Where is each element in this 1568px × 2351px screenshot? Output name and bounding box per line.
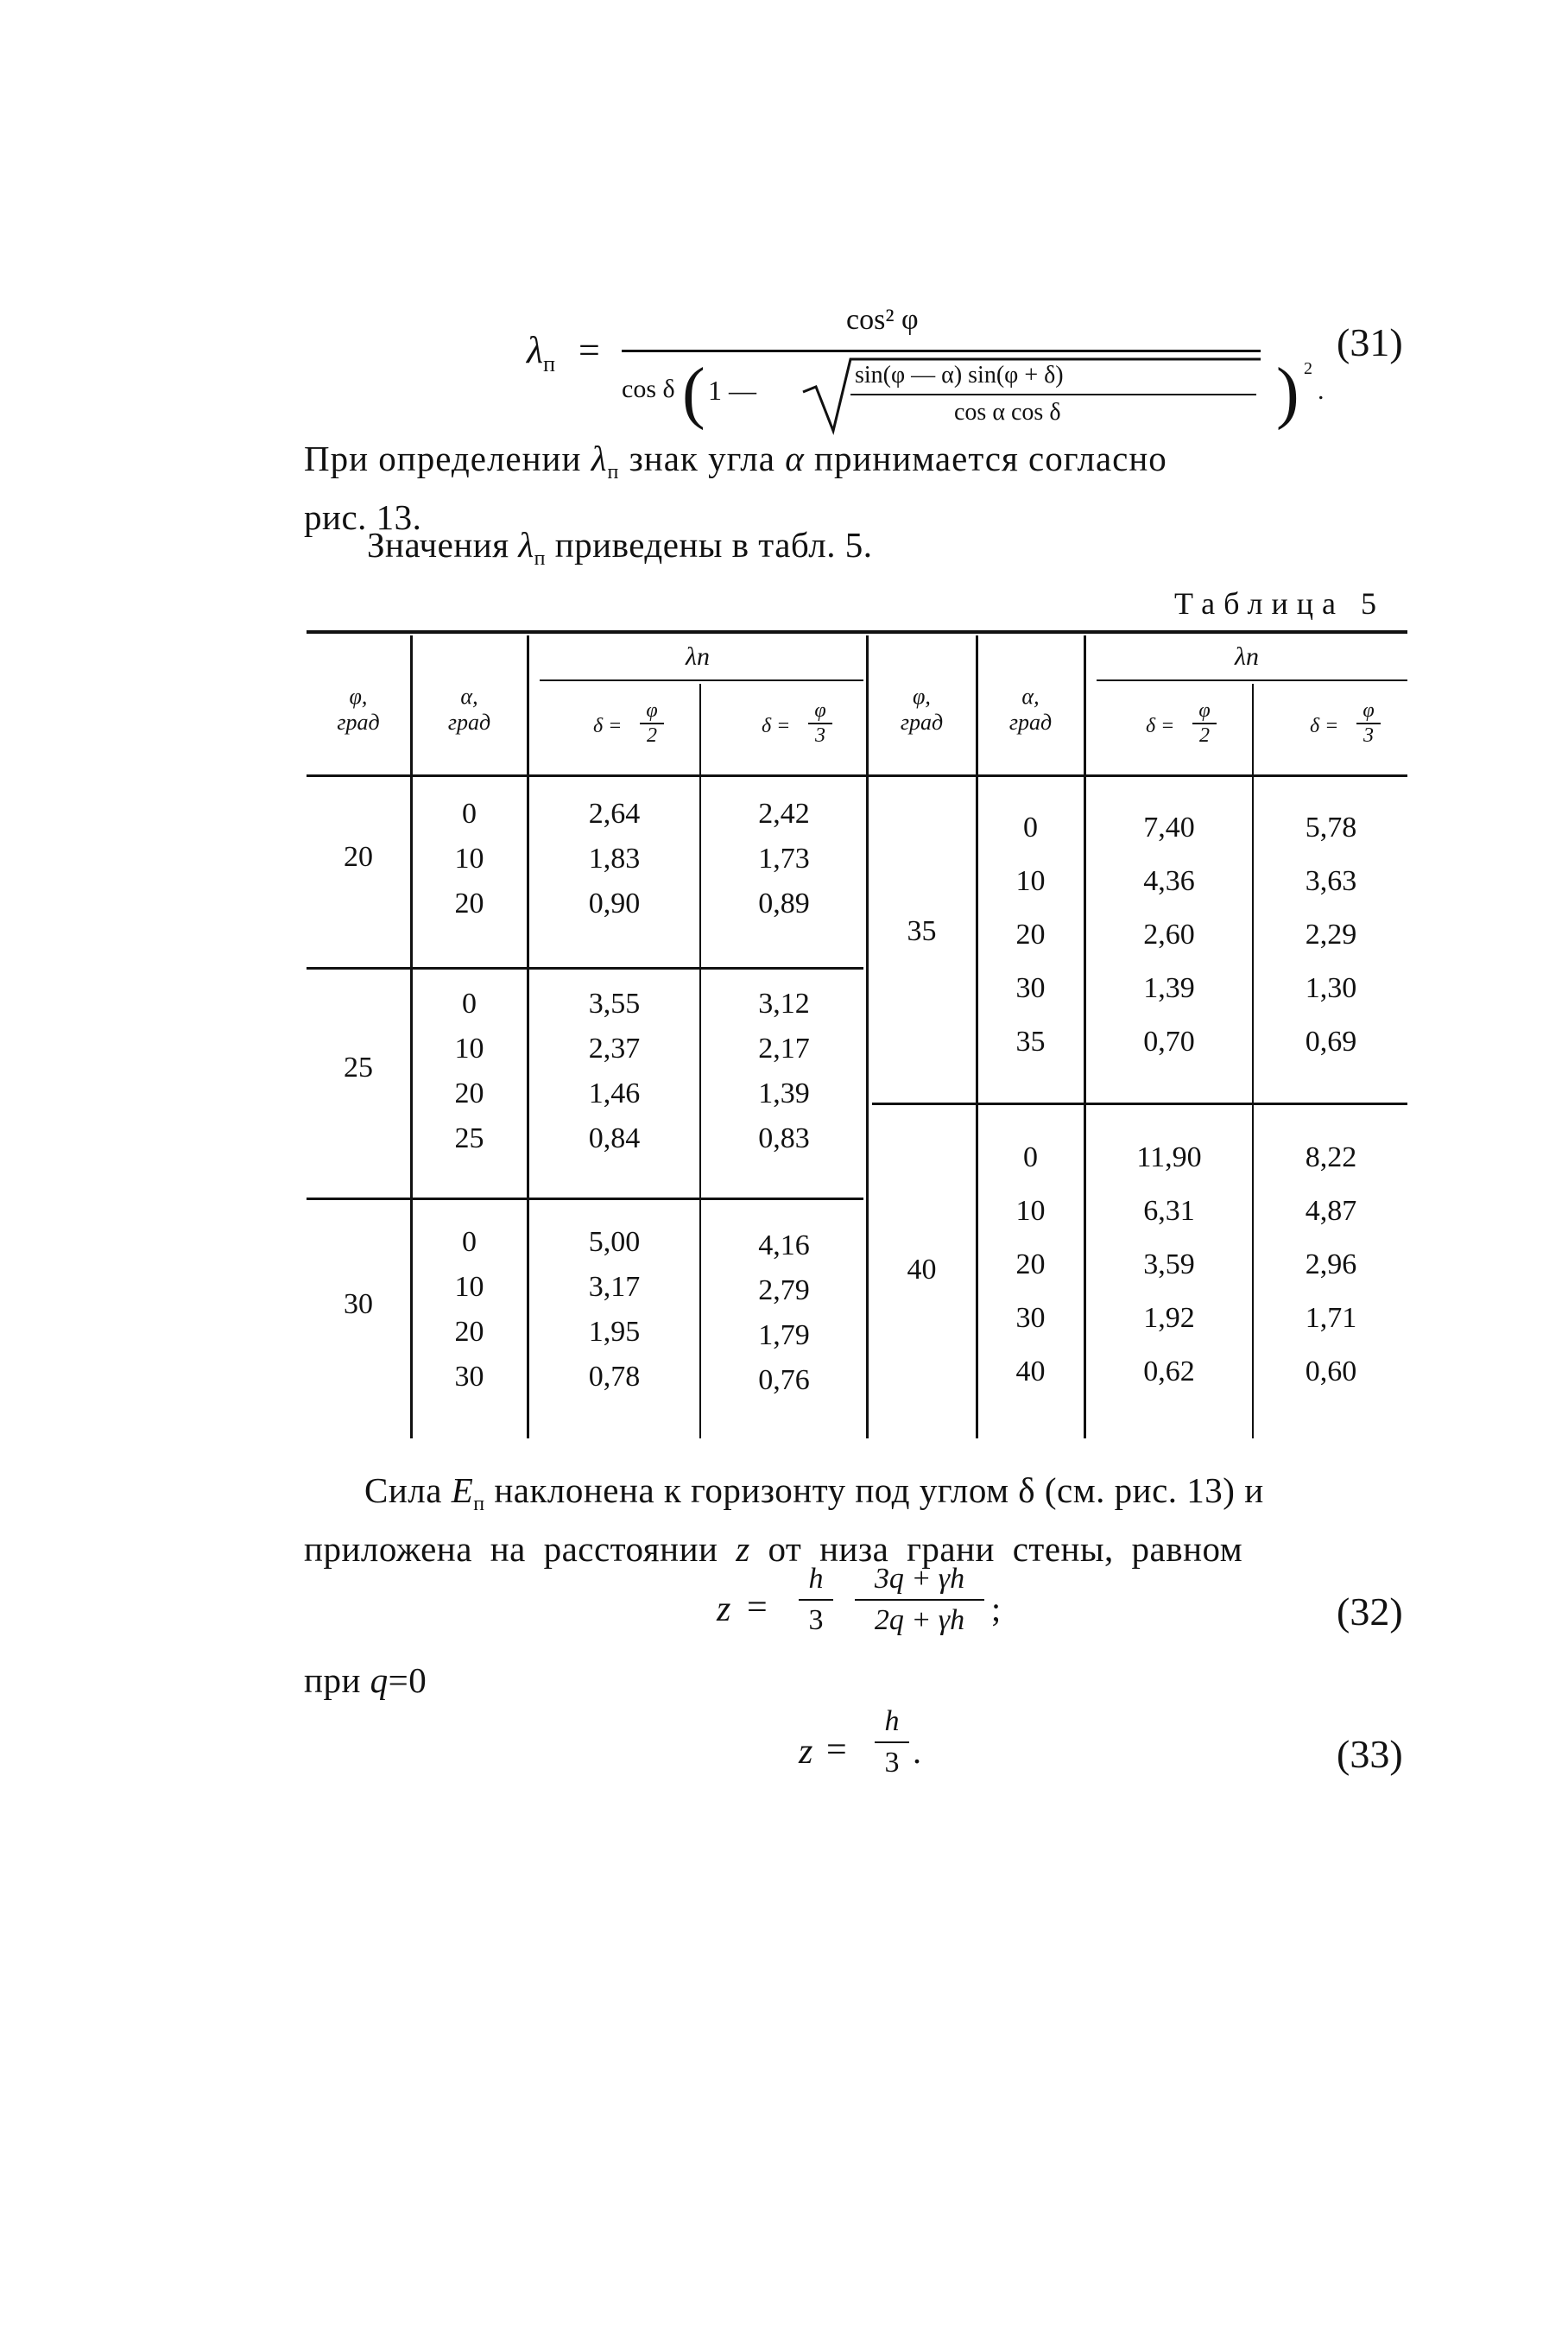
- alpha-cell: 0: [462, 988, 477, 1020]
- formula-31-inner-numerator: sin(φ — α) sin(φ + δ): [855, 362, 1064, 389]
- lambda-third-cell: 2,79: [758, 1274, 810, 1306]
- formula-31-cos-delta: cos δ: [622, 375, 675, 403]
- formula-31-exponent: 2: [1304, 359, 1312, 378]
- lambda-third-cell: 1,30: [1305, 972, 1357, 1004]
- lambda-third-cell: 0,60: [1305, 1356, 1357, 1387]
- formula-33: [799, 1705, 971, 1800]
- formula-31-one-minus: 1 —: [708, 375, 756, 406]
- alpha-cell: 20: [1015, 919, 1046, 951]
- table-vline-7: [1252, 684, 1254, 1438]
- lambda-third-cell: 2,29: [1305, 919, 1357, 951]
- lambda-half-cell: 7,40: [1143, 812, 1195, 844]
- lambda-half-cell: 1,95: [588, 1316, 641, 1348]
- equation-number-33: (33): [1337, 1732, 1403, 1776]
- alpha-cell: 25: [454, 1122, 484, 1154]
- formula-31-left-paren: (: [682, 355, 705, 431]
- group-rule-25: [307, 1198, 863, 1200]
- alpha-cell: 10: [454, 1033, 484, 1065]
- lambda-third-cell: 4,87: [1305, 1195, 1357, 1227]
- phi-cell: 30: [344, 1288, 373, 1320]
- formula-32-fraction-q: 3q + γh 2q + γh: [855, 1563, 984, 1637]
- table-vline-4: [866, 635, 869, 1438]
- phi-cell: 35: [907, 915, 937, 947]
- lambda-third-cell: 1,73: [758, 843, 810, 875]
- lambda-third-cell: 1,39: [758, 1078, 810, 1109]
- lambda-third-cell: 1,71: [1305, 1302, 1357, 1334]
- lambda-third-cell: 0,69: [1305, 1026, 1357, 1058]
- lambda-half-cell: 3,17: [588, 1271, 641, 1303]
- formula-31-period: .: [1318, 376, 1325, 405]
- formula-31-right-paren: ): [1276, 355, 1299, 431]
- lambda-half-cell: 0,84: [588, 1122, 641, 1154]
- lambda-half-cell: 4,36: [1143, 865, 1195, 897]
- formula-33-z: z: [799, 1732, 813, 1772]
- alpha-cell: 20: [1015, 1248, 1046, 1280]
- lambda-left-rule: [540, 679, 863, 681]
- lambda-table: [307, 623, 1407, 1444]
- header-lambda-right: λп: [1235, 642, 1259, 671]
- formula-33-equals: =: [826, 1730, 847, 1770]
- formula-31-fraction-bar: [622, 350, 1261, 352]
- header-delta-third-right: δ = φ 3: [1351, 699, 1386, 748]
- alpha-cell: 30: [454, 1361, 484, 1393]
- lambda-half-cell: 3,59: [1143, 1248, 1195, 1280]
- paragraph-lambda-values: Значения $\lambda_п$ приведены в табл. 5.: [367, 525, 873, 571]
- formula-31-denominator: [622, 355, 1325, 435]
- alpha-cell: 0: [462, 798, 477, 830]
- lambda-half-cell: 1,46: [588, 1078, 641, 1109]
- formula-31-numerator: cos² φ: [846, 304, 919, 336]
- lambda-half-cell: 0,70: [1143, 1026, 1195, 1058]
- alpha-cell: 0: [1023, 812, 1038, 844]
- alpha-cell: 20: [454, 888, 484, 920]
- formula-31-inner-denominator: cos α cos δ: [954, 399, 1061, 426]
- table-vline-3: [699, 684, 701, 1438]
- lambda-half-cell: 2,60: [1143, 919, 1195, 951]
- lambda-half-cell: 1,83: [588, 843, 641, 875]
- alpha-cell: 10: [454, 843, 484, 875]
- lambda-third-cell: 0,76: [758, 1364, 810, 1396]
- lambda-third-cell: 5,78: [1305, 812, 1357, 844]
- lambda-half-cell: 0,78: [588, 1361, 641, 1393]
- lambda-third-cell: 2,96: [1305, 1248, 1357, 1280]
- lambda-third-cell: 1,79: [758, 1319, 810, 1351]
- lambda-half-cell: 3,55: [588, 988, 641, 1020]
- header-lambda-left: λп: [686, 642, 710, 671]
- formula-31-inner-bar: [850, 394, 1256, 395]
- lambda-half-cell: 2,64: [588, 798, 641, 830]
- alpha-cell: 10: [1015, 865, 1046, 897]
- lambda-third-cell: 2,17: [758, 1033, 810, 1065]
- table-top-rule: [307, 630, 1407, 634]
- phi-cell: 25: [344, 1052, 373, 1084]
- lambda-third-cell: 3,12: [758, 988, 810, 1020]
- formula-31-lhs: $\lambda_п$: [527, 329, 555, 376]
- alpha-cell: 0: [462, 1226, 477, 1258]
- paragraph-q-zero: при q=0: [304, 1660, 427, 1700]
- formula-33-fraction-h-3: h 3: [875, 1705, 909, 1779]
- formula-31: [518, 304, 1425, 439]
- alpha-cell: 20: [454, 1078, 484, 1109]
- table-caption: Таблица 5: [1174, 586, 1385, 621]
- table-header-rule: [307, 774, 1407, 777]
- alpha-cell: 30: [1015, 1302, 1046, 1334]
- formula-31-sqrt: [751, 357, 1269, 435]
- lambda-half-cell: 2,37: [588, 1033, 641, 1065]
- alpha-cell: 35: [1015, 1026, 1046, 1058]
- formula-32-semicolon: ;: [991, 1589, 1002, 1628]
- group-rule-35: [872, 1103, 1407, 1105]
- header-phi-right: φ, град: [900, 684, 944, 735]
- formula-32-z: z: [717, 1589, 731, 1629]
- lambda-third-cell: 0,83: [758, 1122, 810, 1154]
- lambda-third-cell: 4,16: [758, 1229, 810, 1261]
- lambda-right-rule: [1097, 679, 1407, 681]
- lambda-third-cell: 2,42: [758, 798, 810, 830]
- paragraph-force-description: Сила $E_п$ наклонена к горизонту под углом δ (см. рис. 13) и приложена на расстоянии z от низа грани стены, равном: [304, 1470, 1264, 1570]
- formula-33-period: .: [913, 1732, 921, 1771]
- header-alpha-left: α, град: [447, 684, 491, 735]
- header-phi-left: φ, град: [337, 684, 380, 735]
- lambda-half-cell: 1,92: [1143, 1302, 1195, 1334]
- alpha-cell: 40: [1015, 1356, 1046, 1387]
- lambda-half-cell: 0,62: [1143, 1356, 1195, 1387]
- equation-number-31: (31): [1337, 320, 1403, 364]
- lambda-half-cell: 11,90: [1136, 1141, 1202, 1173]
- alpha-cell: 20: [454, 1316, 484, 1348]
- alpha-cell: 30: [1015, 972, 1046, 1004]
- lambda-half-cell: 1,39: [1143, 972, 1195, 1004]
- lambda-half-cell: 5,00: [588, 1226, 641, 1258]
- formula-32-fraction-h-3: h 3: [799, 1563, 833, 1637]
- group-rule-20: [307, 967, 863, 970]
- header-delta-half-left: δ = φ 2: [635, 699, 669, 748]
- alpha-cell: 10: [1015, 1195, 1046, 1227]
- header-delta-half-right: δ = φ 2: [1187, 699, 1222, 748]
- phi-cell: 40: [907, 1254, 937, 1286]
- formula-31-equals: =: [579, 329, 600, 371]
- alpha-cell: 10: [454, 1271, 484, 1303]
- equation-number-32: (32): [1337, 1589, 1403, 1634]
- formula-32: [717, 1563, 1062, 1658]
- lambda-third-cell: 3,63: [1305, 865, 1357, 897]
- lambda-half-cell: 6,31: [1143, 1195, 1195, 1227]
- lambda-half-cell: 0,90: [588, 888, 641, 920]
- alpha-cell: 0: [1023, 1141, 1038, 1173]
- phi-cell: 20: [344, 841, 373, 873]
- formula-32-equals: =: [747, 1588, 768, 1627]
- paragraph-lambda-sign: При определении $\lambda_п$ знак угла α принимается согласно рис. 13.: [304, 439, 1167, 538]
- lambda-third-cell: 8,22: [1305, 1141, 1357, 1173]
- header-alpha-right: α, град: [1008, 684, 1053, 735]
- lambda-third-cell: 0,89: [758, 888, 810, 920]
- header-delta-third-left: δ = φ 3: [803, 699, 838, 748]
